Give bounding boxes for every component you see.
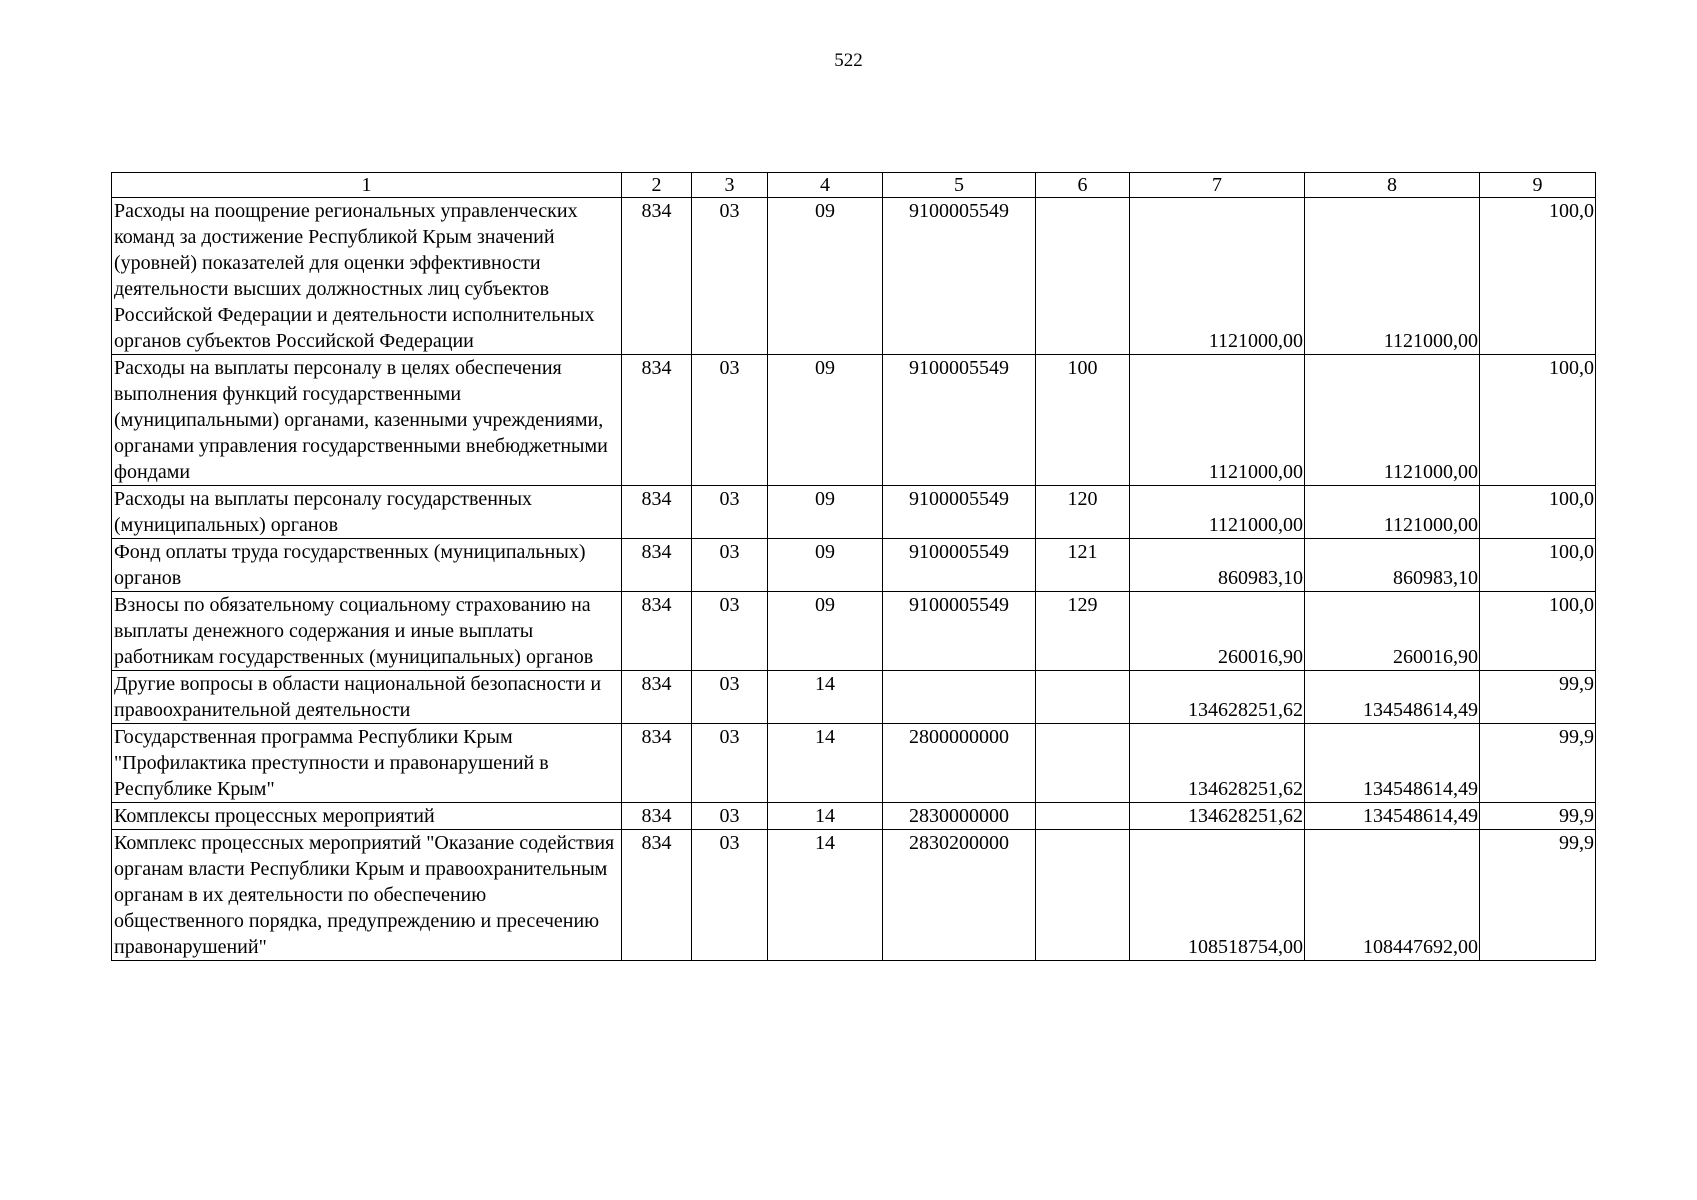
target-article-cell: 9100005549 xyxy=(883,198,1036,355)
row-name-cell: Расходы на выплаты персоналу государственных (муниципальных) органов xyxy=(112,486,622,539)
table-header-row xyxy=(112,173,1596,198)
row-name-cell: Расходы на выплаты персоналу в целях обеспечения выполнения функций государственными (муниципальными) органами, казенными учреждениями, органами управления государственными внебюджетными фондами xyxy=(112,355,622,486)
row-name-cell: Фонд оплаты труда государственных (муниципальных) органов xyxy=(112,539,622,592)
execution-percent-cell: 100,0 xyxy=(1480,539,1596,592)
planned-amount-cell: 134628251,62 xyxy=(1130,671,1305,724)
table-row xyxy=(112,198,1596,355)
column-header: 8 xyxy=(1305,173,1480,198)
section-code-cell: 03 xyxy=(692,724,768,803)
column-header: 9 xyxy=(1480,173,1596,198)
executed-amount-cell: 108447692,00 xyxy=(1305,830,1480,961)
expense-type-cell xyxy=(1036,830,1130,961)
ministry-code-cell: 834 xyxy=(622,355,692,486)
section-code-cell: 03 xyxy=(692,198,768,355)
table-row xyxy=(112,355,1596,486)
target-article-cell: 9100005549 xyxy=(883,486,1036,539)
ministry-code-cell: 834 xyxy=(622,198,692,355)
planned-amount-cell: 1121000,00 xyxy=(1130,486,1305,539)
ministry-code-cell: 834 xyxy=(622,803,692,830)
execution-percent-cell: 100,0 xyxy=(1480,592,1596,671)
table-row xyxy=(112,724,1596,803)
row-name-cell: Расходы на поощрение региональных управленческих команд за достижение Республикой Крым значений (уровней) показателей для оценки эффективности деятельности высших должностных лиц субъектов Российской Федерации и деятельности исполнительных органов субъектов Российской Федерации xyxy=(112,198,622,355)
subsection-code-cell: 14 xyxy=(768,724,883,803)
executed-amount-cell: 260016,90 xyxy=(1305,592,1480,671)
planned-amount-cell: 260016,90 xyxy=(1130,592,1305,671)
execution-percent-cell: 99,9 xyxy=(1480,803,1596,830)
subsection-code-cell: 09 xyxy=(768,355,883,486)
expense-type-cell: 121 xyxy=(1036,539,1130,592)
column-header: 7 xyxy=(1130,173,1305,198)
column-header: 3 xyxy=(692,173,768,198)
subsection-code-cell: 09 xyxy=(768,539,883,592)
ministry-code-cell: 834 xyxy=(622,592,692,671)
section-code-cell: 03 xyxy=(692,830,768,961)
column-header: 5 xyxy=(883,173,1036,198)
section-code-cell: 03 xyxy=(692,486,768,539)
column-header: 6 xyxy=(1036,173,1130,198)
planned-amount-cell: 1121000,00 xyxy=(1130,355,1305,486)
expense-type-cell xyxy=(1036,724,1130,803)
target-article-cell: 9100005549 xyxy=(883,539,1036,592)
execution-percent-cell: 100,0 xyxy=(1480,198,1596,355)
budget-table xyxy=(111,172,1596,961)
planned-amount-cell: 1121000,00 xyxy=(1130,198,1305,355)
section-code-cell: 03 xyxy=(692,671,768,724)
ministry-code-cell: 834 xyxy=(622,830,692,961)
target-article-cell xyxy=(883,671,1036,724)
executed-amount-cell: 134548614,49 xyxy=(1305,671,1480,724)
target-article-cell: 2830200000 xyxy=(883,830,1036,961)
table-row xyxy=(112,486,1596,539)
subsection-code-cell: 09 xyxy=(768,198,883,355)
section-code-cell: 03 xyxy=(692,539,768,592)
execution-percent-cell: 100,0 xyxy=(1480,486,1596,539)
subsection-code-cell: 09 xyxy=(768,486,883,539)
subsection-code-cell: 09 xyxy=(768,592,883,671)
expense-type-cell: 100 xyxy=(1036,355,1130,486)
executed-amount-cell: 1121000,00 xyxy=(1305,486,1480,539)
planned-amount-cell: 108518754,00 xyxy=(1130,830,1305,961)
table-row xyxy=(112,539,1596,592)
section-code-cell: 03 xyxy=(692,803,768,830)
expense-type-cell xyxy=(1036,803,1130,830)
executed-amount-cell: 1121000,00 xyxy=(1305,198,1480,355)
ministry-code-cell: 834 xyxy=(622,486,692,539)
row-name-cell: Комплекс процессных мероприятий "Оказание содействия органам власти Республики Крым и правоохранительным органам в их деятельности по обеспечению общественного порядка, предупреждению и пресечению правонарушений" xyxy=(112,830,622,961)
target-article-cell: 2830000000 xyxy=(883,803,1036,830)
executed-amount-cell: 860983,10 xyxy=(1305,539,1480,592)
table-row xyxy=(112,592,1596,671)
target-article-cell: 9100005549 xyxy=(883,592,1036,671)
column-header: 2 xyxy=(622,173,692,198)
page-number: 522 xyxy=(834,50,863,71)
row-name-cell: Государственная программа Республики Крым "Профилактика преступности и правонарушений в Республике Крым" xyxy=(112,724,622,803)
table-row xyxy=(112,803,1596,830)
subsection-code-cell: 14 xyxy=(768,830,883,961)
table-row xyxy=(112,671,1596,724)
executed-amount-cell: 1121000,00 xyxy=(1305,355,1480,486)
column-header: 1 xyxy=(112,173,622,198)
execution-percent-cell: 99,9 xyxy=(1480,724,1596,803)
expense-type-cell xyxy=(1036,198,1130,355)
ministry-code-cell: 834 xyxy=(622,539,692,592)
expense-type-cell xyxy=(1036,671,1130,724)
subsection-code-cell: 14 xyxy=(768,803,883,830)
expense-type-cell: 129 xyxy=(1036,592,1130,671)
ministry-code-cell: 834 xyxy=(622,724,692,803)
expense-type-cell: 120 xyxy=(1036,486,1130,539)
executed-amount-cell: 134548614,49 xyxy=(1305,803,1480,830)
row-name-cell: Взносы по обязательному социальному страхованию на выплаты денежного содержания и иные выплаты работникам государственных (муниципальных) органов xyxy=(112,592,622,671)
table-row xyxy=(112,830,1596,961)
row-name-cell: Комплексы процессных мероприятий xyxy=(112,803,622,830)
executed-amount-cell: 134548614,49 xyxy=(1305,724,1480,803)
execution-percent-cell: 99,9 xyxy=(1480,671,1596,724)
column-header: 4 xyxy=(768,173,883,198)
ministry-code-cell: 834 xyxy=(622,671,692,724)
section-code-cell: 03 xyxy=(692,592,768,671)
execution-percent-cell: 100,0 xyxy=(1480,355,1596,486)
target-article-cell: 2800000000 xyxy=(883,724,1036,803)
planned-amount-cell: 134628251,62 xyxy=(1130,724,1305,803)
section-code-cell: 03 xyxy=(692,355,768,486)
row-name-cell: Другие вопросы в области национальной безопасности и правоохранительной деятельности xyxy=(112,671,622,724)
execution-percent-cell: 99,9 xyxy=(1480,830,1596,961)
subsection-code-cell: 14 xyxy=(768,671,883,724)
target-article-cell: 9100005549 xyxy=(883,355,1036,486)
planned-amount-cell: 860983,10 xyxy=(1130,539,1305,592)
planned-amount-cell: 134628251,62 xyxy=(1130,803,1305,830)
